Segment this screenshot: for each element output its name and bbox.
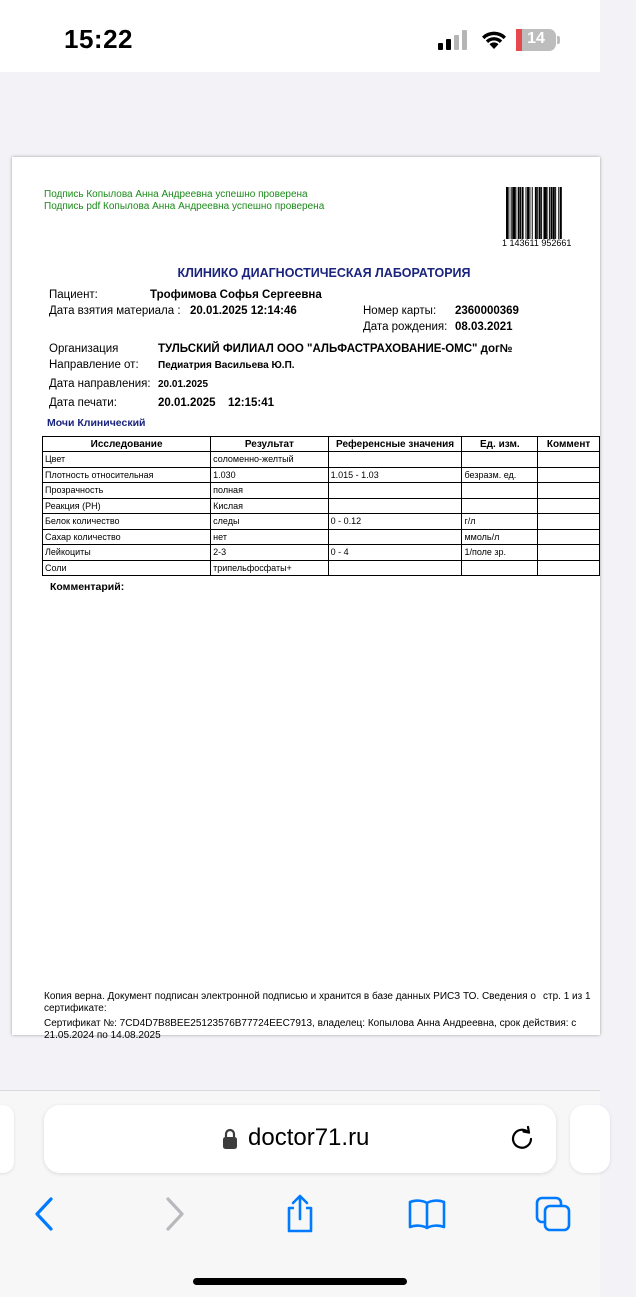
table-cell xyxy=(538,529,600,545)
table-cell xyxy=(462,452,538,468)
print-date: 20.01.2025 xyxy=(158,397,216,409)
card-number: 2360000369 xyxy=(455,305,519,317)
organization-value: ТУЛЬСКИЙ ФИЛИАЛ ООО "АЛЬФАСТРАХОВАНИЕ-ОМС" дог№ xyxy=(158,343,513,355)
table-cell: Плотность относительная xyxy=(43,467,211,483)
table-cell: безразм. ед. xyxy=(462,467,538,483)
comment-label: Комментарий: xyxy=(50,581,125,593)
table-cell: 1/поле зр. xyxy=(462,545,538,561)
wifi-icon xyxy=(480,28,508,50)
tabs-icon[interactable] xyxy=(533,1194,573,1234)
referral-date: 20.01.2025 xyxy=(158,379,209,390)
table-cell xyxy=(538,560,600,576)
table-cell xyxy=(328,529,462,545)
sample-date: 20.01.2025 12:14:46 xyxy=(190,305,297,317)
footer-certificate-info: Сертификат №: 7CD4D7B8BEE25123576B77724EEC7913, владелец: Копылова Анна Андреевна, срок действия: с xyxy=(44,1018,577,1029)
lock-icon xyxy=(222,1128,238,1150)
column-header: Ед. изм. xyxy=(462,437,538,452)
address-bar[interactable] xyxy=(44,1105,556,1173)
forward-icon[interactable] xyxy=(154,1194,194,1234)
table-row xyxy=(43,498,600,514)
next-tab-preview[interactable] xyxy=(570,1105,610,1173)
table-cell xyxy=(462,483,538,499)
section-title: Мочи Клинический xyxy=(47,417,146,429)
table-row xyxy=(43,529,600,545)
table-cell: Соли xyxy=(43,560,211,576)
table-cell xyxy=(538,514,600,530)
table-row xyxy=(43,560,600,576)
table-cell: Кислая xyxy=(211,498,329,514)
table-cell: Цвет xyxy=(43,452,211,468)
table-cell: Реакция (PH) xyxy=(43,498,211,514)
organization-label: Организация xyxy=(49,343,119,355)
home-indicator xyxy=(193,1278,407,1285)
column-header: Коммент xyxy=(538,437,600,452)
table-cell xyxy=(538,545,600,561)
table-cell: 2-3 xyxy=(211,545,329,561)
back-icon[interactable] xyxy=(25,1194,65,1234)
table-header-row xyxy=(43,437,600,452)
bookmarks-icon[interactable] xyxy=(407,1194,447,1234)
table-cell: Белок количество xyxy=(43,514,211,530)
table-cell: трипельфосфаты+ xyxy=(211,560,329,576)
table-cell: Лейкоциты xyxy=(43,545,211,561)
url-text[interactable]: doctor71.ru xyxy=(248,1124,370,1151)
lab-report-document xyxy=(12,157,600,1041)
table-cell: нет xyxy=(211,529,329,545)
table-cell: 0 - 0.12 xyxy=(328,514,462,530)
referral-label: Направление от: xyxy=(49,359,139,371)
footer-certificate-label: сертификате: xyxy=(44,1003,107,1014)
patient-name: Трофимова Софья Сергеевна xyxy=(150,289,322,301)
barcode-image xyxy=(506,187,580,239)
referral-date-label: Дата направления: xyxy=(49,378,151,390)
previous-tab-preview[interactable] xyxy=(0,1105,14,1173)
share-icon[interactable] xyxy=(280,1194,320,1234)
footer-certificate-validity: 21.05.2024 по 14.08.2025 xyxy=(44,1030,161,1041)
signature-verified-line: Подпись Копылова Анна Андреевна успешно проверена xyxy=(44,189,308,200)
table-cell: соломенно-желтый xyxy=(211,452,329,468)
card-number-label: Номер карты: xyxy=(363,305,437,317)
table-cell: следы xyxy=(211,514,329,530)
table-row xyxy=(43,452,600,468)
table-cell xyxy=(538,452,600,468)
patient-label: Пациент: xyxy=(49,289,98,301)
pdf-signature-verified-line: Подпись pdf Копылова Анна Андреевна успешно проверена xyxy=(44,201,325,212)
table-row xyxy=(43,483,600,499)
column-header: Результат xyxy=(211,437,329,452)
birth-date: 08.03.2021 xyxy=(455,321,513,333)
table-cell xyxy=(538,498,600,514)
table-cell: ммоль/л xyxy=(462,529,538,545)
table-row xyxy=(43,545,600,561)
column-header: Референсные значения xyxy=(328,437,462,452)
table-cell: полная xyxy=(211,483,329,499)
battery-level: 14 xyxy=(527,30,545,47)
table-cell xyxy=(538,467,600,483)
table-cell xyxy=(328,498,462,514)
table-cell: 1.015 - 1.03 xyxy=(328,467,462,483)
status-time: 15:22 xyxy=(64,24,133,54)
footer-copy-note: Копия верна. Документ подписан электронной подписью и хранится в базе данных РИСЗ ТО. Сведения о xyxy=(44,991,536,1002)
lab-title: КЛИНИКО ДИАГНОСТИЧЕСКАЯ ЛАБОРАТОРИЯ xyxy=(177,266,471,280)
status-bar xyxy=(0,0,600,72)
cellular-signal-icon xyxy=(438,30,470,50)
table-cell xyxy=(462,498,538,514)
table-cell: Прозрачность xyxy=(43,483,211,499)
footer-page-info: стр. 1 из 1 xyxy=(543,991,591,1002)
table-cell xyxy=(328,452,462,468)
table-cell: Сахар количество xyxy=(43,529,211,545)
table-cell xyxy=(538,483,600,499)
battery-icon xyxy=(516,29,560,51)
birth-date-label: Дата рождения: xyxy=(363,321,448,333)
print-date-label: Дата печати: xyxy=(49,397,117,409)
table-cell: г/л xyxy=(462,514,538,530)
column-header: Исследование xyxy=(43,437,211,452)
reload-icon[interactable] xyxy=(508,1125,536,1153)
print-time: 12:15:41 xyxy=(228,397,275,409)
table-row xyxy=(43,514,600,530)
table-cell: 1.030 xyxy=(211,467,329,483)
table-cell: 0 - 4 xyxy=(328,545,462,561)
table-cell xyxy=(328,483,462,499)
results-table xyxy=(42,436,600,576)
table-cell xyxy=(328,560,462,576)
barcode-number: 1 143611 952661 xyxy=(502,238,572,248)
sample-date-label: Дата взятия материала : xyxy=(49,305,181,317)
referral-value: Педиатрия Васильева Ю.П. xyxy=(158,360,295,371)
table-cell xyxy=(462,560,538,576)
table-row xyxy=(43,467,600,483)
